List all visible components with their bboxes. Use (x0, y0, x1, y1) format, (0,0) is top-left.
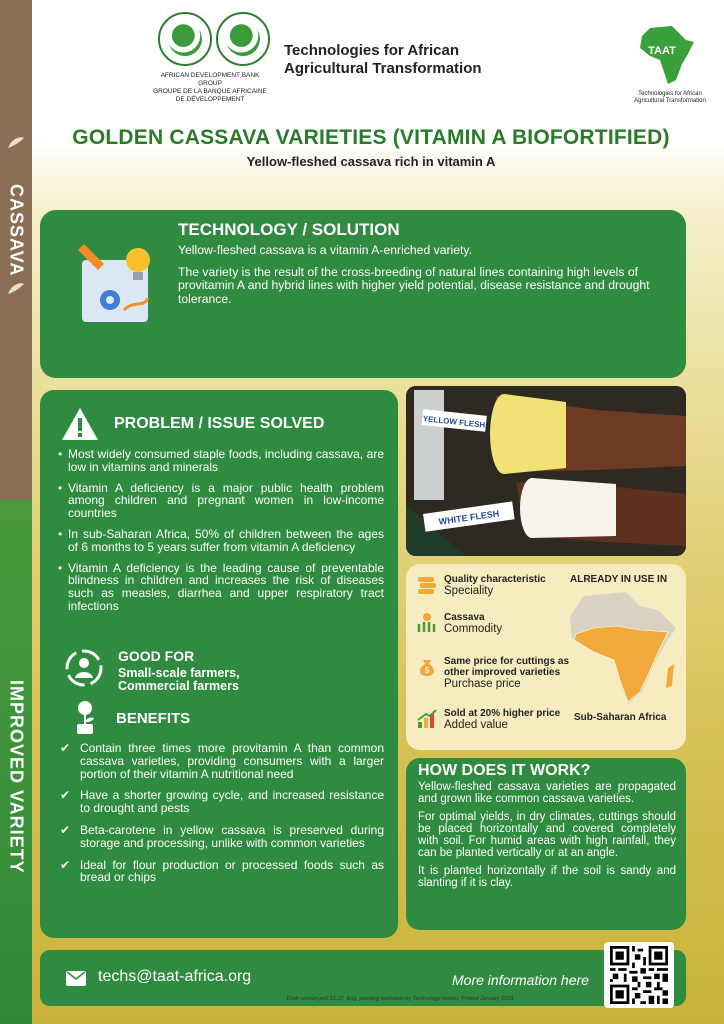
page-subtitle: Yellow-fleshed cassava rich in vitamin A (246, 154, 496, 169)
benefits-heading: BENEFITS (116, 709, 191, 727)
cassava-icon (6, 136, 26, 150)
svg-text:TAAT: TAAT (648, 45, 676, 57)
white-flesh-label: WHITE FLESH (438, 508, 500, 527)
problem-heading: PROBLEM / ISSUE SOLVED (114, 415, 325, 432)
globe-icon (158, 12, 212, 66)
benefits-header (74, 700, 190, 736)
more-info-label: More information here (452, 972, 589, 988)
problem-list (58, 448, 384, 621)
how-heading: HOW DOES IT WORK? (418, 762, 591, 779)
yellow-flesh-label: YELLOW FLESH (422, 414, 486, 430)
info-item-value: Sold at 20% higher price Added value (416, 708, 560, 732)
afdb-name: AFRICAN DEVELOPMENT BANK GROUP GROUPE DE LA BANQUE AFRICAINE DE DÉVELOPPEMENT (153, 72, 267, 103)
taat-logo: TAAT Technologies for African Agricultural Transformation (630, 24, 710, 114)
afdb-logo (150, 12, 270, 112)
warning-icon (60, 406, 100, 442)
good-for (64, 648, 240, 693)
header (150, 12, 706, 112)
region-label: Sub-Saharan Africa (574, 712, 667, 723)
list-item: ✔ Ideal for flour production or processed foods such as bread or chips (60, 859, 384, 885)
info-item-commodity: Cassava Commodity (416, 612, 502, 636)
technology-text: Yellow-fleshed cassava is a vitamin A-enriched variety. The variety is the result of the cross-breeding of natural lines containing high levels of provitamin A and hybrid lines with higher yield potential, disease resistance and drought tolerance. (178, 243, 650, 306)
crop-icon (416, 612, 438, 634)
sidebar-top-label: CASSAVA (6, 184, 27, 277)
cassava-icon (6, 282, 26, 296)
growth-chart-icon (416, 708, 438, 730)
side-label-top (0, 130, 32, 310)
problem-section (40, 390, 398, 938)
how-section (406, 758, 686, 930)
technology-section (40, 210, 686, 378)
benefits-list (60, 742, 384, 893)
list-item: ✔ Have a shorter growing cycle, and increased resistance to drought and pests (60, 789, 384, 815)
list-item: • Most widely consumed staple foods, including cassava, are low in vitamins and minerals (58, 448, 384, 474)
list-item: • Vitamin A deficiency is a major public health problem among children and pregnant women in low-income countries (58, 482, 384, 520)
email-link[interactable]: techs@taat-africa.org (98, 968, 252, 985)
list-item: ✔ Beta-carotene in yellow cassava is preserved during storage and processing, unlike with common varieties (60, 824, 384, 850)
good-for-heading: GOOD FOR (118, 648, 195, 664)
list-item: • Vitamin A deficiency is the leading cause of preventable blindness in children and increases the risk of diseases such as measles, diarrhea and upper respiratory tract infections (58, 562, 384, 613)
plant-coin-icon (74, 700, 96, 736)
idea-icon (78, 238, 160, 328)
info-item-quality: Quality characteristic Speciality (416, 574, 546, 598)
farmer-target-icon (64, 648, 104, 688)
africa-map-icon (564, 588, 680, 708)
globe-icon (216, 12, 270, 66)
how-text: Yellow-fleshed cassava varieties are propagated and grown like common cassava varieties. For optimal yields, in dry climates, cuttings should be placed horizontally and covered completely with soil. For humid areas with high rainfall, they can be planted vertically or at an angle. It is planted horizontally if the soil is sandy and slanting if it is clay. (418, 781, 676, 890)
cassava-photo (406, 386, 686, 556)
info-section (406, 564, 686, 750)
svg-text:$: $ (424, 666, 430, 675)
technology-heading: TECHNOLOGY / SOLUTION (178, 220, 400, 239)
draft-note: Draft version ps0.12.22_Eng, pending validation by Technology Holder, Printed January 2023 (286, 996, 514, 1002)
africa-map-icon (636, 24, 696, 86)
page-title: GOLDEN CASSAVA VARIETIES (VITAMIN A BIOFORTIFIED) (72, 126, 670, 149)
list-item: ✔ Contain three times more provitamin A than common cassava varieties, providing consumers with a larger portion of their vitamin A nutritional need (60, 742, 384, 780)
sidebar-bottom-label: IMPROVED VARIETY (6, 680, 27, 874)
taat-title: Technologies for African Agricultural Transformation (284, 42, 482, 77)
side-label-bottom (0, 680, 32, 940)
quality-icon (416, 574, 438, 596)
already-in-use-label: ALREADY IN USE IN (570, 574, 668, 585)
mail-icon (66, 971, 86, 986)
cassava-illustration (406, 386, 686, 556)
money-bag-icon (416, 656, 438, 678)
info-item-price: $ Same price for cuttings as other improved varieties Purchase price (416, 656, 586, 691)
list-item: • In sub-Saharan Africa, 50% of children between the ages of 6 months to 5 years suffer from vitamin A deficiency (58, 528, 384, 554)
good-for-text: Small-scale farmers, Commercial farmers (118, 666, 240, 693)
